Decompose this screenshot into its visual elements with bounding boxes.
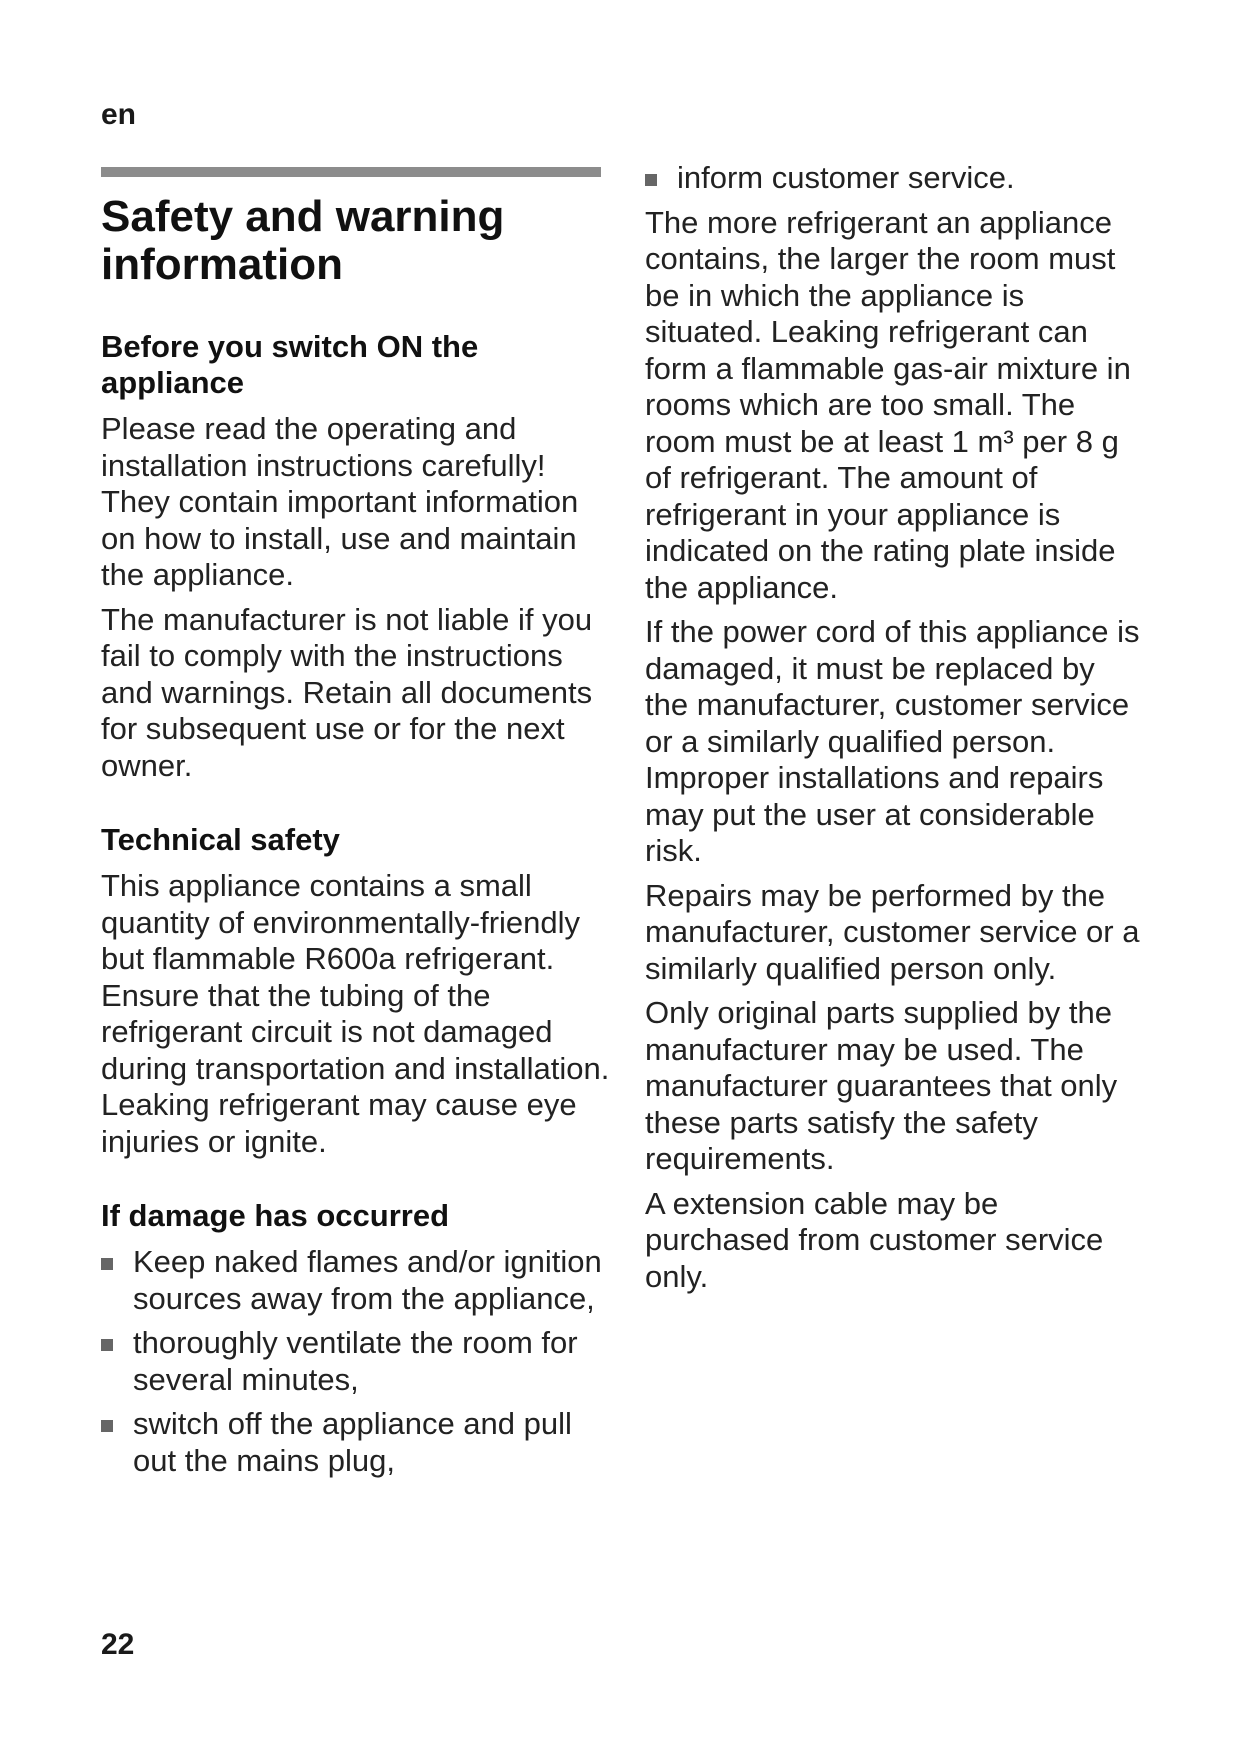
section-if-damage [101, 1198, 611, 1479]
list-item-text: thoroughly ventilate the room for several minutes, [133, 1325, 578, 1397]
paragraph-original-parts: Only original parts supplied by the manufacturer may be used. The manufacturer guarantees that only these parts satisfy the safety requirements. [645, 995, 1118, 1176]
square-bullet-icon [101, 1258, 113, 1270]
page-title: Safety and warning information [101, 192, 505, 289]
list-item [101, 1406, 611, 1479]
square-bullet-icon [101, 1339, 113, 1351]
list-item-text: switch off the appliance and pull out the mains plug, [133, 1406, 572, 1478]
language-code: en [101, 98, 137, 131]
paragraph-power-cord: If the power cord of this appliance is damaged, it must be replaced by the manufacturer, customer service or a similarly qualified person. Improper installations and repairs may put the user at considerable risk. [645, 614, 1140, 868]
list-item-text: Keep naked flames and/or ignition sources away from the appliance, [133, 1244, 602, 1316]
paragraph: This appliance contains a small quantity of environmentally-friendly but flammable R600a refrigerant. Ensure that the tubing of the refrigerant circuit is not damaged during transportation and installation. Leaking refrigerant may cause eye injuries or ignite. [101, 868, 610, 1159]
bullet-list [101, 1244, 611, 1479]
section-heading: If damage has occurred [101, 1198, 450, 1233]
paragraph-refrigerant-room-size: The more refrigerant an appliance contains, the larger the room must be in which the appliance is situated. Leaking refrigerant can form a flammable gas-air mixture in rooms which are too small. The room must be at least 1 m³ per 8 g of refrigerant. The amount of refrigerant in your appliance is indicated on the rating plate inside the appliance. [645, 204, 1131, 605]
paragraph-repairs: Repairs may be performed by the manufacturer, customer service or a similarly qualified person only. [645, 877, 1140, 986]
section-heading: Technical safety [101, 822, 340, 857]
square-bullet-icon [101, 1420, 113, 1432]
list-item-text: inform customer service. [677, 160, 1015, 195]
header-rule [101, 167, 601, 177]
section-heading: Before you switch ON the appliance [101, 329, 479, 400]
list-item [101, 1244, 611, 1317]
section-technical-safety [101, 822, 611, 1160]
list-item [101, 1325, 611, 1398]
page-number: 22 [101, 1628, 135, 1661]
list-item [645, 160, 1145, 197]
paragraph: The manufacturer is not liable if you fail to comply with the instructions and warnings. Retain all documents for subsequent use or for the next owner. [101, 601, 593, 783]
section-before-switch-on [101, 329, 611, 784]
paragraph: Please read the operating and installation instructions carefully! They contain important information on how to install, use and maintain the appliance. [101, 411, 579, 592]
left-column [101, 185, 611, 1517]
bullet-list-continued [645, 160, 1145, 197]
paragraph-extension-cable: A extension cable may be purchased from customer service only. [645, 1185, 1104, 1294]
right-column [645, 160, 1145, 1303]
square-bullet-icon [645, 174, 657, 186]
